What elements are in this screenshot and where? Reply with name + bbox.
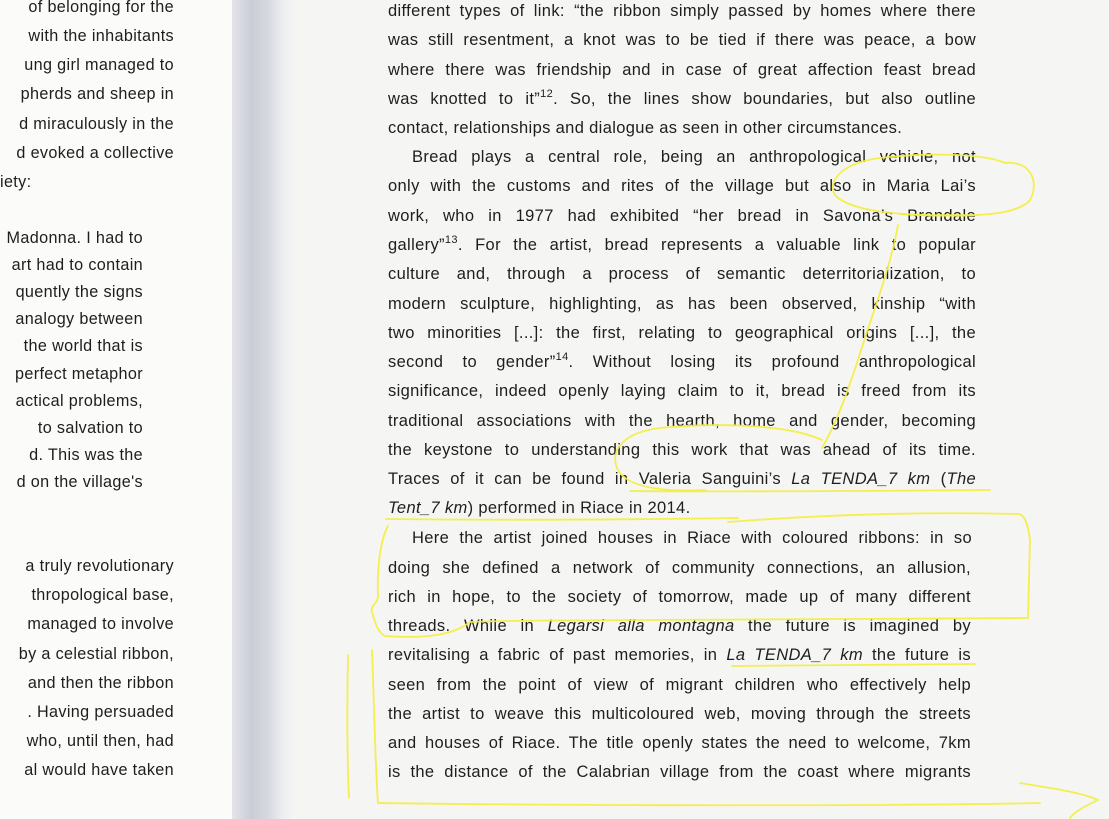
body-line: only with the customs and rites of the village but also in Maria Lai’s	[388, 177, 976, 195]
body-line: where there was friendship and in case of great affection feast bread	[388, 61, 976, 79]
body-line: different types of link: “the ribbon simply passed by homes where there	[388, 2, 976, 20]
left-text-line: thropological base,	[31, 586, 174, 604]
work-title-english: The	[946, 470, 977, 488]
body-line: second to gender”$^{14}$. Without losing its profound anthropological	[388, 351, 976, 371]
left-text-line: d evoked a collective	[16, 144, 174, 162]
body-line: culture and, through a process of semantic deterritorialization, to	[388, 265, 976, 283]
left-text-line: d miraculously in the	[19, 115, 174, 133]
work-title-english: Tent_7 km	[388, 499, 468, 517]
body-line: is the distance of the Calabrian village from the coast where migrants	[388, 763, 971, 781]
body-line: was still resentment, a knot was to be tied if there was peace, a bow	[388, 31, 976, 49]
body-line: two minorities [...]: the first, relating to geographical origins [...], the	[388, 324, 976, 342]
work-title: La TENDA_7 km	[791, 470, 931, 488]
body-line: the artist to weave this multicoloured web, moving through the streets	[388, 705, 971, 723]
left-page	[0, 0, 232, 819]
footnote-ref-13: 13	[444, 234, 458, 246]
left-quote-line: d on the village's	[16, 473, 143, 491]
body-line: seen from the point of view of migrant children who effectively help	[388, 676, 971, 694]
body-line: revitalising a fabric of past memories, in La TENDA_7 km the future is	[388, 646, 972, 664]
work-title: La TENDA_7 km	[726, 646, 863, 664]
body-line: significance, indeed openly laying claim to it, bread is freed from its	[388, 382, 976, 400]
body-line: Traces of it can be found in Valeria Sanguini’s La TENDA_7 km (The	[388, 470, 977, 488]
footnote-ref-12: 12	[540, 88, 554, 100]
left-text-line: of belonging for the	[28, 0, 174, 16]
body-line: Tent_7 km) performed in Riace in 2014.	[388, 499, 691, 517]
left-quote-line: perfect metaphor	[15, 365, 143, 383]
left-quote-line: art had to contain	[11, 256, 143, 274]
body-line: modern sculpture, highlighting, as has been observed, kinship “with	[388, 295, 976, 313]
book-gutter	[232, 0, 296, 819]
body-line: contact, relationships and dialogue as seen in other circumstances.	[388, 119, 903, 137]
footnote-ref-14: 14	[555, 351, 569, 363]
body-line: and houses of Riace. The title openly states the need to welcome, 7km	[388, 734, 971, 752]
body-line: rich in hope, to the society of tomorrow, made up of many different	[388, 588, 971, 606]
body-line: work, who in 1977 had exhibited “her bread in Savona’s Brandale	[388, 207, 976, 225]
left-quote-line: analogy between	[15, 310, 143, 328]
left-text-line: and then the ribbon	[27, 674, 174, 692]
left-quote-line: to salvation to	[37, 419, 143, 437]
right-page	[296, 0, 1109, 819]
body-line: gallery”$^{13}$. For the artist, bread represents a valuable link to popular	[388, 234, 976, 254]
left-text-line: by a celestial ribbon,	[18, 645, 174, 663]
left-text-line: . Having persuaded	[27, 703, 174, 721]
body-line: the keystone to understanding this work that was ahead of its time.	[388, 441, 976, 459]
body-line: doing she defined a network of community connections, an allusion,	[388, 559, 971, 577]
body-line: Here the artist joined houses in Riace with coloured ribbons: in so	[412, 529, 972, 547]
body-line: traditional associations with the hearth, home and gender, becoming	[388, 412, 976, 430]
left-quote-line: d. This was the	[29, 446, 143, 464]
left-text-line: pherds and sheep in	[20, 85, 174, 103]
left-quote-line: quently the signs	[15, 283, 143, 301]
body-line: Bread plays a central role, being an anthropological vehicle, not	[412, 148, 976, 166]
left-text-line: ung girl managed to	[24, 56, 174, 74]
body-line: threads. While in Legarsi alla montagna the future is imagined by	[388, 617, 971, 635]
left-quote-line: actical problems,	[15, 392, 143, 410]
left-text-line: managed to involve	[27, 615, 174, 633]
left-text-line: al would have taken	[24, 761, 174, 779]
left-text-line: with the inhabitants	[28, 27, 174, 45]
left-quote-line: the world that is	[23, 337, 143, 355]
work-title: Legarsi alla montagna	[547, 617, 735, 635]
left-text-line: a truly revolutionary	[25, 557, 174, 575]
left-text-line: who, until then, had	[26, 732, 174, 750]
left-text-line: iety:	[0, 173, 32, 191]
left-quote-line: Madonna. I had to	[6, 229, 143, 247]
body-line: was knotted to it”$^{12}$. So, the lines show boundaries, but also outline	[388, 88, 976, 108]
